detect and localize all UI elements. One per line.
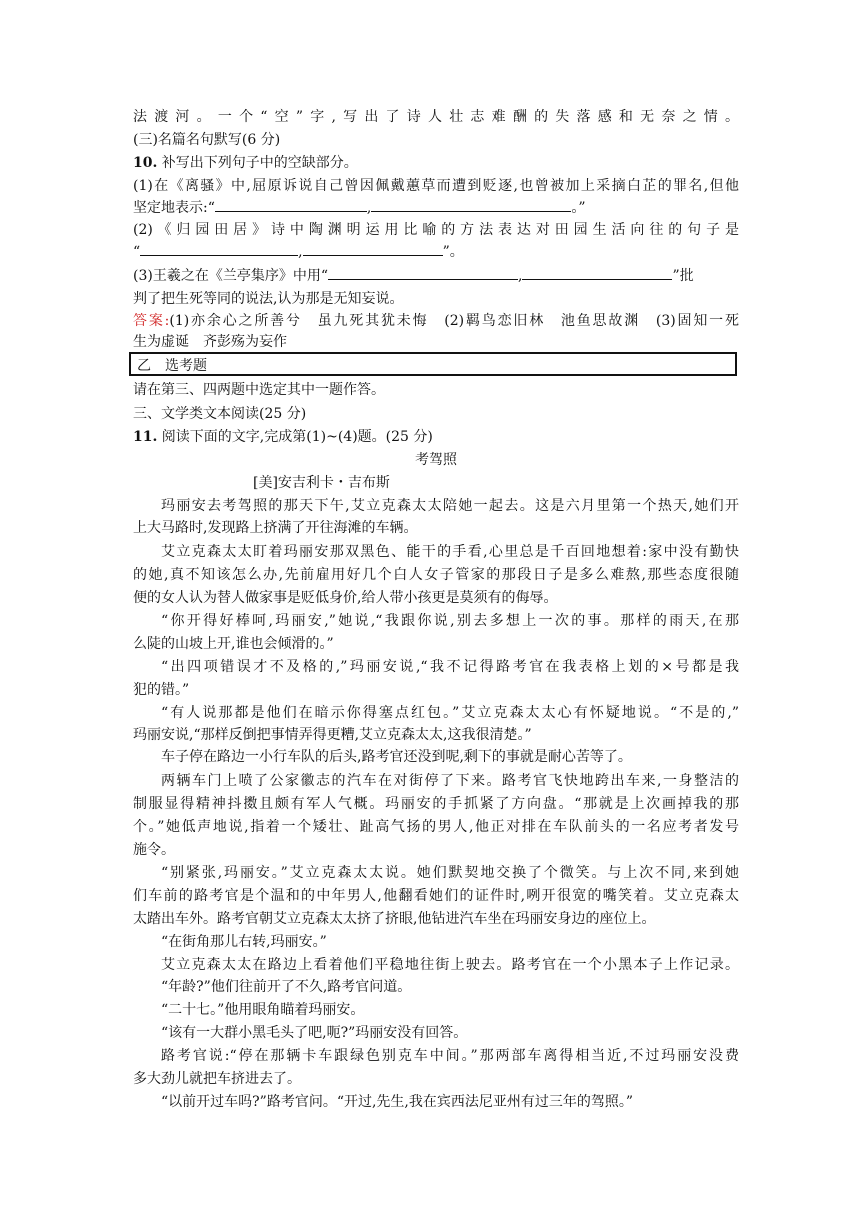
story-title: 考驾照: [415, 452, 457, 468]
paragraph-line: 们车前的路考官是个温和的中年男人,他翻看她们的证件时,咧开很宽的嘴笑着。艾立克森太: [133, 888, 739, 904]
paragraph-line: 多大劲儿就把车挤进去了。: [133, 1071, 301, 1087]
text-line: 法渡河。一个“空”字,写出了诗人壮志难酬的失落感和无奈之情。: [133, 109, 739, 125]
text-fragment: ,: [518, 268, 523, 284]
text-line: 判了把生死等同的说法,认为那是无知妄说。: [133, 291, 404, 307]
paragraph-line: 么陡的山坡上开,谁也会倾滑的。”: [133, 636, 334, 652]
answer-label: 答案:: [133, 313, 170, 329]
text-fragment: (3)王羲之在《兰亭集序》中用“: [133, 268, 328, 284]
section-box: 乙 选考题: [129, 352, 737, 376]
paragraph-line: “年龄?”他们往前开了不久,路考官问道。: [161, 979, 412, 995]
text-fragment: 。”: [571, 200, 586, 216]
fill-line-2: [133, 241, 464, 263]
question-number: 10.: [133, 155, 158, 171]
answer-blank[interactable]: [303, 241, 443, 256]
answer-line: [133, 310, 739, 332]
fill-line-1: [133, 197, 586, 219]
answer-text: (1)亦余心之所善兮 虽九死其犹未悔 (2)羁鸟恋旧林 池鱼思故渊 (3)固知一死: [169, 313, 739, 329]
answer-blank[interactable]: [522, 265, 672, 280]
answer-blank[interactable]: [328, 265, 518, 280]
question-text: 阅读下面的文字,完成第(1)~(4)题。(25 分): [157, 429, 433, 445]
question-11: [133, 426, 433, 448]
text-fragment: 坚定地表示:“: [133, 200, 215, 216]
text-fragment: ”。: [442, 244, 464, 260]
text-fragment: ”批: [672, 268, 694, 284]
answer-blank[interactable]: [140, 241, 298, 256]
answer-line: 生为虚诞 齐彭殇为妄作: [133, 334, 287, 350]
paragraph-line: 两辆车门上喷了公家徽志的汽车在对街停了下来。路考官飞快地跨出车来,一身整洁的: [161, 773, 739, 789]
paragraph-line: 玛丽安去考驾照的那天下午,艾立克森太太陪她一起去。这是六月里第一个热天,她们开: [161, 498, 739, 514]
paragraph-line: 艾立克森太太盯着玛丽安那双黑色、能干的手看,心里总是千百回地想着:家中没有勤快: [161, 544, 739, 560]
question-text: 补写出下列句子中的空缺部分。: [157, 155, 358, 171]
paragraph-line: 太踏出车外。路考官朝艾立克森太太挤了挤眼,他钻进汽车坐在玛丽安身边的座位上。: [133, 911, 656, 927]
paragraph-line: 的她,真不知该怎么办,先前雇用好几个白人女子管家的那段日子是多么难熬,那些态度很随: [133, 567, 739, 583]
paragraph-line: 车子停在路边一小行车队的后头,路考官还没到呢,剩下的事就是耐心苦等了。: [161, 749, 632, 765]
question-number: 11.: [133, 429, 158, 445]
paragraph-line: “有人说那都是他们在暗示你得塞点红包。”艾立克森太太心有怀疑地说。“不是的,”: [161, 705, 739, 721]
section-heading: (三)名篇名句默写(6 分): [133, 132, 281, 148]
text-fragment: ,: [366, 200, 372, 216]
paragraph-line: “别紧张,玛丽安。”艾立克森太太说。她们默契地交换了个微笑。与上次不同,来到她: [161, 865, 739, 881]
paragraph-line: “你开得好棒呵,玛丽安,”她说,“我跟你说,别去多想上一次的事。那样的雨天,在那: [161, 613, 739, 629]
paragraph-line: 个。”她低声地说,指着一个矮壮、趾高气扬的男人,他正对排在车队前头的一名应考者发号: [133, 819, 739, 835]
question-10: [133, 152, 358, 174]
answer-blank[interactable]: [371, 197, 571, 212]
paragraph-line: “出四项错误才不及格的,”玛丽安说,“我不记得路考官在我表格上划的×号都是我: [161, 659, 739, 675]
paragraph-line: 制服显得精神抖擞且颇有军人气概。玛丽安的手抓紧了方向盘。“那就是上次画掉我的那: [133, 796, 739, 812]
text-line: (1)在《离骚》中,屈原诉说自己曾因佩戴蕙草而遭到贬逐,也曾被加上采摘白芷的罪名,但他: [133, 178, 739, 194]
paragraph-line: “二十七。”他用眼角瞄着玛丽安。: [161, 1002, 365, 1018]
text-fragment: “: [133, 244, 141, 260]
section-heading: 三、文学类文本阅读(25 分): [133, 406, 307, 422]
fill-line-3: [133, 265, 694, 287]
text-line: (2) 《 归 园 田 居 》 诗 中 陶 渊 明 运 用 比 喻 的 方 法 表 达 对 田 园 生 活 向 往 的 句 子 是: [133, 222, 739, 238]
paragraph-line: “以前开过车吗?”路考官问。“开过,先生,我在宾西法尼亚州有过三年的驾照。”: [161, 1094, 634, 1110]
paragraph-line: 玛丽安说,“那样反倒把事情弄得更糟,艾立克森太太,这我很清楚。”: [133, 727, 532, 743]
story-author: [美]安吉利卡・吉布斯: [253, 475, 390, 491]
text-line: 请在第三、四两题中选定其中一题作答。: [133, 382, 385, 398]
paragraph-line: “在街角那儿右转,玛丽安。”: [161, 934, 327, 950]
paragraph-line: 艾立克森太太在路边上看着他们平稳地往街上驶去。路考官在一个小黑本子上作记录。: [161, 957, 739, 973]
paragraph-line: “该有一大群小黑毛头了吧,呃?”玛丽安没有回答。: [161, 1025, 468, 1041]
answer-blank[interactable]: [215, 197, 367, 212]
text-fragment: ,: [298, 244, 303, 260]
paragraph-line: 路考官说:“停在那辆卡车跟绿色别克车中间。”那两部车离得相当近,不过玛丽安没费: [161, 1048, 739, 1064]
paragraph-line: 便的女人认为替人做家事是贬低身价,给人带小孩更是莫须有的侮辱。: [133, 590, 558, 606]
paragraph-line: 上大马路时,发现路上挤满了开往海滩的车辆。: [133, 520, 418, 536]
paragraph-line: 施令。: [133, 842, 175, 858]
paragraph-line: 犯的错。”: [133, 682, 190, 698]
